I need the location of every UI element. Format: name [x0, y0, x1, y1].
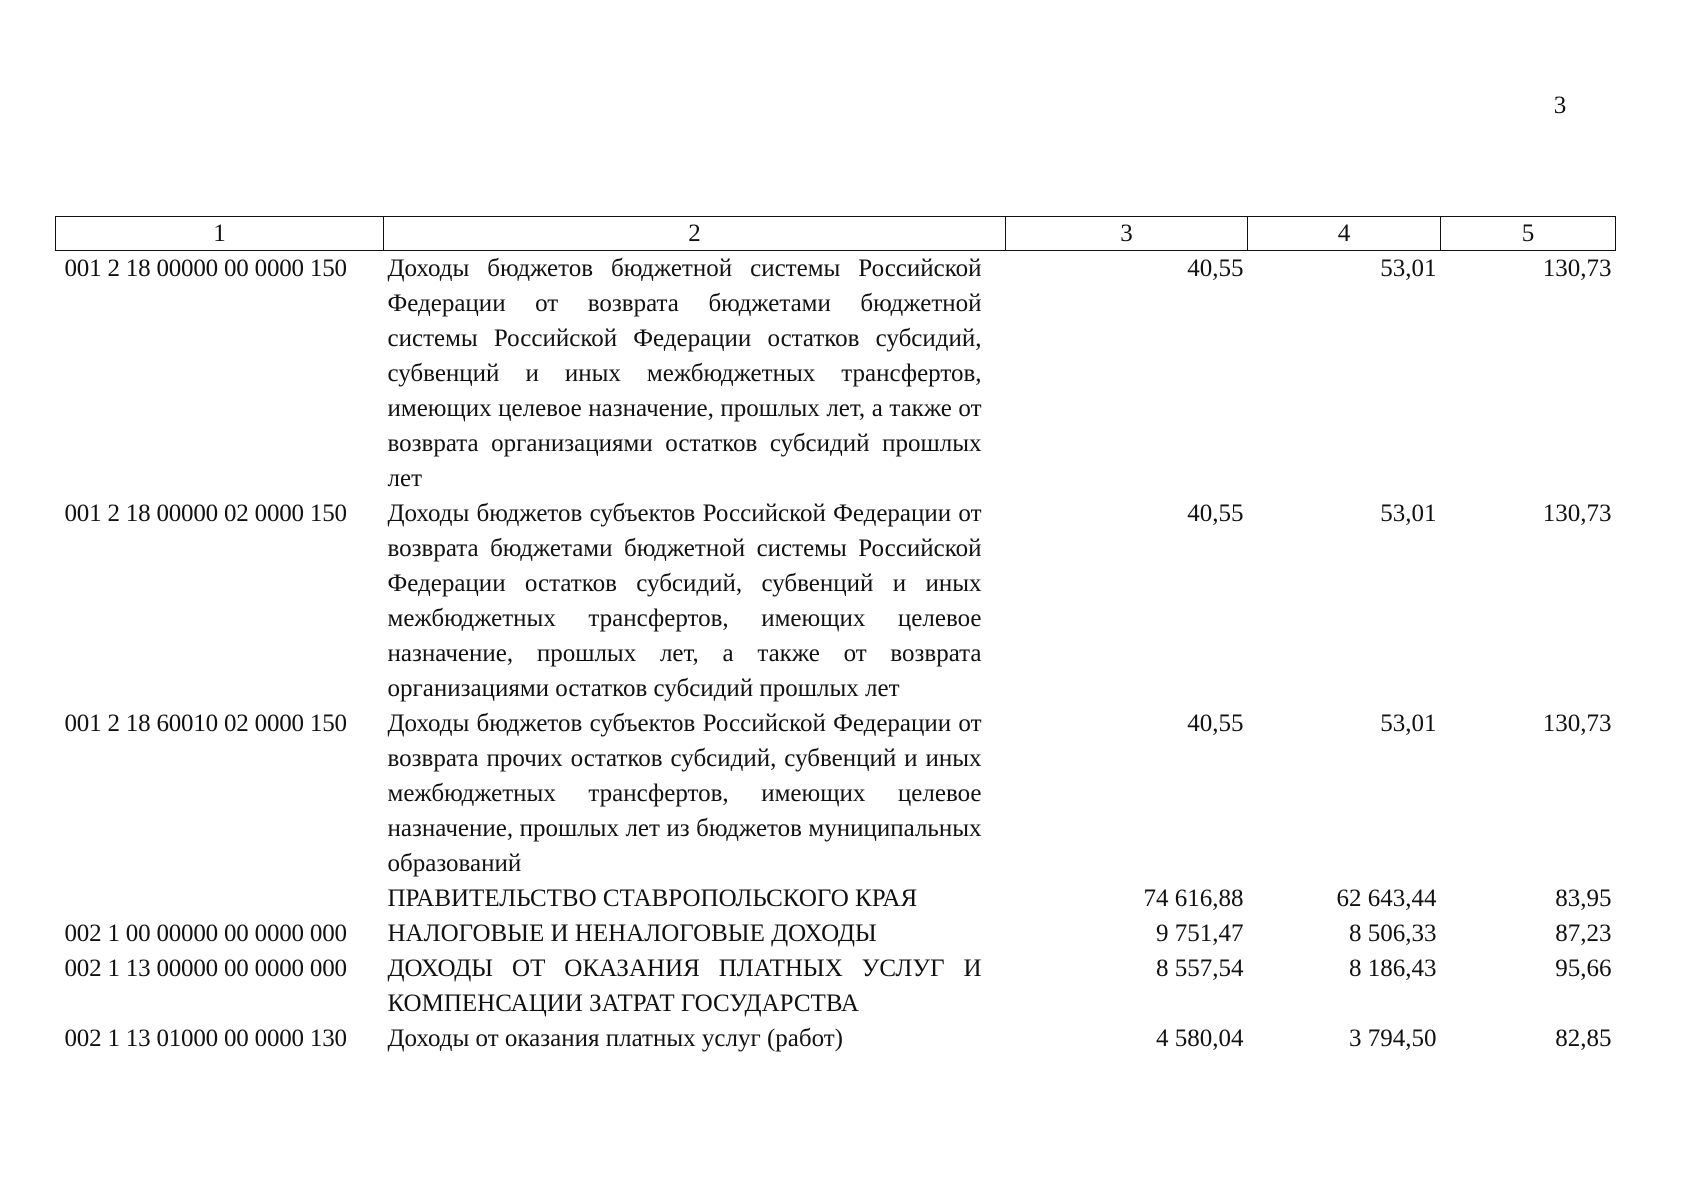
table-body	[56, 251, 1616, 1057]
header-row	[56, 217, 1616, 251]
header-cell-3: 3	[1006, 217, 1248, 251]
table-header	[56, 217, 1616, 251]
table-row	[56, 916, 1616, 951]
header-cell-2: 2	[384, 217, 1006, 251]
row-name: Доходы от оказания платных услуг (работ)	[387, 1025, 844, 1052]
row-col4: 53,01	[1380, 710, 1437, 737]
row-col4: 62 643,44	[1336, 885, 1437, 912]
budget-table	[55, 216, 1616, 1056]
row-col5: 130,73	[1542, 255, 1612, 282]
header-cell-5: 5	[1441, 217, 1616, 251]
table-row	[56, 251, 1616, 497]
row-col5: 130,73	[1542, 500, 1612, 527]
row-name: Доходы бюджетов субъектов Российской Федерации от возврата бюджетами бюджетной системы Российской Федерации остатков субсидий, субвенций и иных межбюджетных трансфертов, имеющих целевое назначение, прошлых лет, а также от возврата организациями остатков субсидий прошлых лет	[387, 500, 982, 702]
budget-table-container	[55, 216, 1615, 1056]
row-name: ПРАВИТЕЛЬСТВО СТАВРОПОЛЬСКОГО КРАЯ	[387, 885, 918, 912]
row-name: Доходы бюджетов бюджетной системы Российской Федерации от возврата бюджетами бюджетной системы Российской Федерации остатков субсидий, субвенций и иных межбюджетных трансфертов, имеющих целевое назначение, прошлых лет, а также от возврата организациями остатков субсидий прошлых лет	[387, 255, 982, 492]
header-cell-4: 4	[1248, 217, 1441, 251]
row-code: 001 2 18 00000 02 0000 150	[64, 500, 347, 527]
row-col3: 40,55	[1187, 255, 1244, 282]
table-row	[56, 1021, 1616, 1056]
page-number: 3	[1553, 92, 1567, 119]
row-code: 001 2 18 60010 02 0000 150	[64, 710, 347, 737]
row-col3: 40,55	[1187, 500, 1244, 527]
row-col4: 8 186,43	[1349, 955, 1437, 982]
table-row	[56, 951, 1616, 1021]
table-row	[56, 706, 1616, 881]
row-col5: 130,73	[1542, 710, 1612, 737]
row-col5: 83,95	[1555, 885, 1612, 912]
row-code: 002 1 13 01000 00 0000 130	[64, 1025, 347, 1052]
row-col4: 8 506,33	[1349, 920, 1437, 947]
row-name: НАЛОГОВЫЕ И НЕНАЛОГОВЫЕ ДОХОДЫ	[387, 920, 877, 947]
row-code: 001 2 18 00000 00 0000 150	[64, 255, 347, 282]
row-col3: 4 580,04	[1156, 1025, 1244, 1052]
row-col5: 87,23	[1555, 920, 1612, 947]
row-col3: 40,55	[1187, 710, 1244, 737]
table-row	[56, 496, 1616, 706]
row-code	[56, 881, 384, 916]
row-code: 002 1 13 00000 00 0000 000	[64, 955, 347, 982]
row-col5: 82,85	[1555, 1025, 1612, 1052]
row-code: 002 1 00 00000 00 0000 000	[64, 920, 347, 947]
row-col3: 9 751,47	[1156, 920, 1244, 947]
row-col4: 3 794,50	[1349, 1025, 1437, 1052]
row-col3: 8 557,54	[1156, 955, 1244, 982]
header-cell-1: 1	[56, 217, 384, 251]
row-name: ДОХОДЫ ОТ ОКАЗАНИЯ ПЛАТНЫХ УСЛУГ И КОМПЕНСАЦИИ ЗАТРАТ ГОСУДАРСТВА	[387, 955, 982, 1017]
row-col4: 53,01	[1380, 255, 1437, 282]
row-name: Доходы бюджетов субъектов Российской Федерации от возврата прочих остатков субсидий, субвенций и иных межбюджетных трансфертов, имеющих целевое назначение, прошлых лет из бюджетов муниципальных образований	[387, 710, 982, 877]
row-col4: 53,01	[1380, 500, 1437, 527]
row-col3: 74 616,88	[1143, 885, 1244, 912]
table-row	[56, 881, 1616, 916]
row-col5: 95,66	[1555, 955, 1612, 982]
